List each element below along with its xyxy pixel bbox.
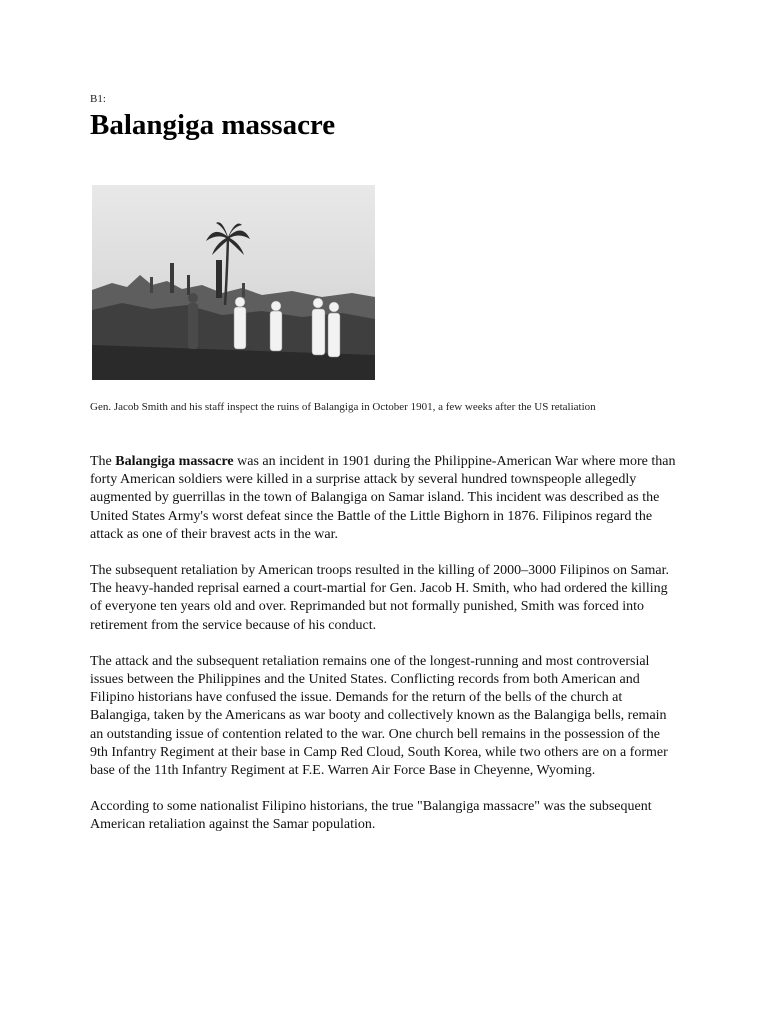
paragraph: According to some nationalist Filipino historians, the true "Balangiga massacre" was the subsequent American retaliation against the Samar population.	[90, 799, 652, 833]
historical-photo	[92, 185, 375, 380]
article-body	[90, 453, 680, 853]
section-label: B1:	[90, 93, 106, 105]
page-title: Balangiga massacre	[90, 109, 336, 141]
paragraph: The attack and the subsequent retaliation remains one of the longest-running and most controversial issues between the Philippines and the United States. Conflicting records from both American and Filipino historians have confused the issue. Demands for the return of the bells of the church at Balangiga, taken by the Americans as war booty and collectively known as the Balangiga bells, remain an outstanding issue of contention related to the war. One church bell remains in the possession of the 9th Infantry Regiment at their base in Camp Red Cloud, South Korea, while two others are on a former base of the 11th Infantry Regiment at F.E. Warren Air Force Base in Cheyenne, Wyoming.	[90, 653, 668, 779]
figure-caption: Gen. Jacob Smith and his staff inspect the ruins of Balangiga in October 1901, a few weeks after the US retaliation	[90, 401, 596, 413]
paragraph	[90, 453, 680, 544]
paragraph-text: was an incident in 1901 during the Philippine-American War where more than forty American soldiers were killed in a surprise attack by several hundred townspeople allegedly augmented by guerrillas in the town of Balangiga on Samar island. This incident was described as the United States Army's worst defeat since the Battle of the Little Bighorn in 1876. Filipinos regard the attack as one of their bravest acts in the war.	[90, 454, 676, 542]
paragraph-prefix: The	[90, 454, 116, 469]
paragraph: The subsequent retaliation by American troops resulted in the killing of 2000–3000 Filipinos on Samar. The heavy-handed reprisal earned a court-martial for Gen. Jacob H. Smith, who had ordered the killing of everyone ten years old and over. Reprimanded but not formally punished, Smith was forced into retirement from the service because of his conduct.	[90, 563, 669, 633]
bold-term: Balangiga massacre	[115, 454, 234, 469]
